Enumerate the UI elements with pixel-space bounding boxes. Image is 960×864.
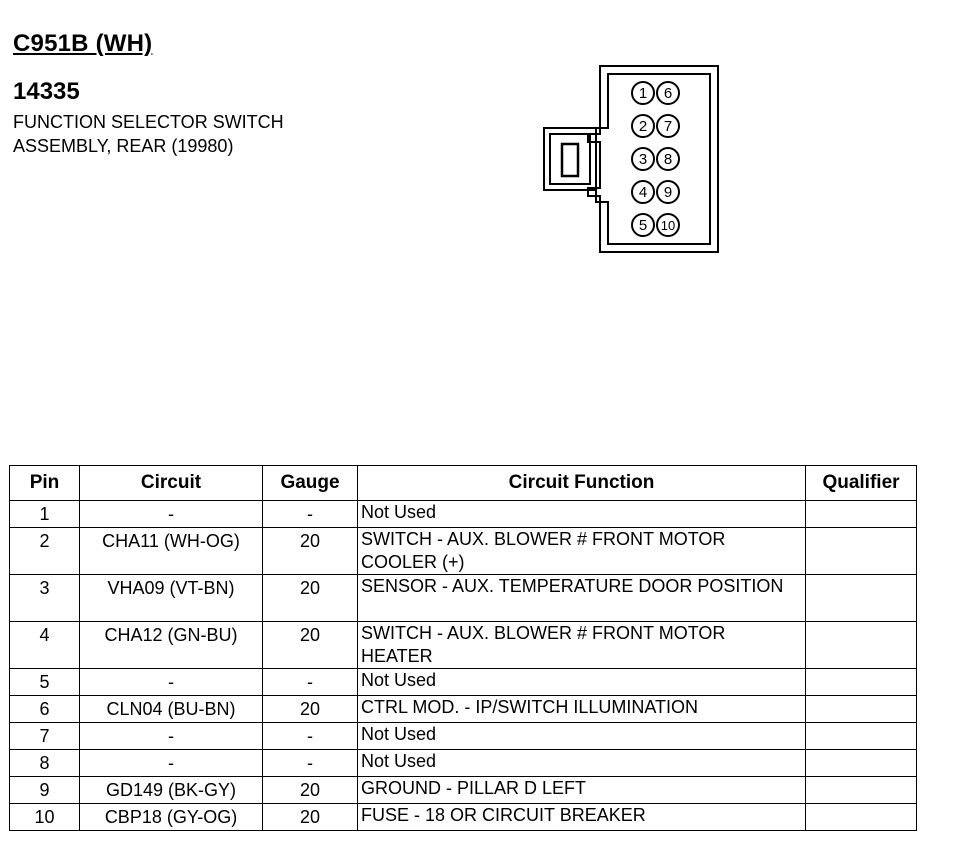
connector-pins (632, 82, 679, 236)
gauge-cell: 20 (263, 528, 358, 575)
gauge-cell: - (263, 723, 358, 750)
pin-cell: 2 (10, 528, 80, 575)
pin-cell: 10 (10, 804, 80, 831)
pin-cell: 8 (10, 750, 80, 777)
function-cell: SWITCH - AUX. BLOWER # FRONT MOTOR COOLER (+) (358, 528, 806, 575)
pin-cell: 3 (10, 575, 80, 622)
circuit-cell: - (80, 669, 263, 696)
description-line-2: ASSEMBLY, REAR (19980) (13, 136, 234, 156)
part-number: 14335 (13, 78, 80, 105)
table-row (10, 750, 917, 777)
function-cell: Not Used (358, 750, 806, 777)
pin-cell: 6 (10, 696, 80, 723)
qualifier-cell (806, 669, 917, 696)
pin-cell: 9 (10, 777, 80, 804)
circuit-cell: - (80, 750, 263, 777)
function-cell: CTRL MOD. - IP/SWITCH ILLUMINATION (358, 696, 806, 723)
circuit-cell: VHA09 (VT-BN) (80, 575, 263, 622)
gauge-cell: - (263, 669, 358, 696)
circuit-cell: - (80, 501, 263, 528)
circuit-cell: CLN04 (BU-BN) (80, 696, 263, 723)
connector-face-diagram (540, 62, 730, 262)
pin-cell: 1 (10, 501, 80, 528)
table-row (10, 777, 917, 804)
gauge-cell: 20 (263, 622, 358, 669)
description-line-1: FUNCTION SELECTOR SWITCH (13, 112, 284, 132)
pin-number-label: 8 (663, 151, 673, 168)
pin-number-label: 10 (660, 218, 676, 233)
pin-cell: 4 (10, 622, 80, 669)
qualifier-cell (806, 622, 917, 669)
pin-number-label: 9 (663, 184, 673, 201)
connector-latch-tab (562, 144, 578, 176)
gauge-cell: 20 (263, 575, 358, 622)
column-header-pin: Pin (10, 466, 80, 501)
pin-cell: 5 (10, 669, 80, 696)
table-row (10, 528, 917, 575)
table-header-row (10, 466, 917, 501)
gauge-cell: 20 (263, 777, 358, 804)
qualifier-cell (806, 528, 917, 575)
circuit-cell: - (80, 723, 263, 750)
pin-number-label: 5 (638, 217, 648, 234)
table-row (10, 696, 917, 723)
connector-id: C951B (WH) (13, 30, 153, 57)
function-cell: Not Used (358, 501, 806, 528)
pin-number-label: 6 (663, 85, 673, 102)
qualifier-cell (806, 750, 917, 777)
column-header-circuit: Circuit (80, 466, 263, 501)
function-cell: Not Used (358, 723, 806, 750)
pinout-table (9, 465, 917, 831)
pin-number-label: 4 (638, 184, 648, 201)
column-header-qualifier: Qualifier (806, 466, 917, 501)
gauge-cell: - (263, 501, 358, 528)
table-row (10, 501, 917, 528)
table-row (10, 575, 917, 622)
function-cell: GROUND - PILLAR D LEFT (358, 777, 806, 804)
function-cell: SENSOR - AUX. TEMPERATURE DOOR POSITION (358, 575, 806, 622)
function-cell: SWITCH - AUX. BLOWER # FRONT MOTOR HEATER (358, 622, 806, 669)
pin-number-label: 2 (638, 118, 648, 135)
table-row (10, 723, 917, 750)
table-row (10, 622, 917, 669)
pin-number-label: 1 (638, 85, 648, 102)
column-header-gauge: Gauge (263, 466, 358, 501)
gauge-cell: - (263, 750, 358, 777)
qualifier-cell (806, 777, 917, 804)
circuit-cell: CHA12 (GN-BU) (80, 622, 263, 669)
column-header-function: Circuit Function (358, 466, 806, 501)
qualifier-cell (806, 696, 917, 723)
function-cell: FUSE - 18 OR CIRCUIT BREAKER (358, 804, 806, 831)
gauge-cell: 20 (263, 696, 358, 723)
qualifier-cell (806, 804, 917, 831)
circuit-cell: CBP18 (GY-OG) (80, 804, 263, 831)
pin-number-label: 3 (638, 151, 648, 168)
qualifier-cell (806, 501, 917, 528)
pin-cell: 7 (10, 723, 80, 750)
qualifier-cell (806, 723, 917, 750)
circuit-cell: GD149 (BK-GY) (80, 777, 263, 804)
table-row (10, 804, 917, 831)
function-cell: Not Used (358, 669, 806, 696)
pin-number-label: 7 (663, 118, 673, 135)
qualifier-cell (806, 575, 917, 622)
table-row (10, 669, 917, 696)
circuit-cell: CHA11 (WH-OG) (80, 528, 263, 575)
part-description (13, 110, 284, 158)
gauge-cell: 20 (263, 804, 358, 831)
